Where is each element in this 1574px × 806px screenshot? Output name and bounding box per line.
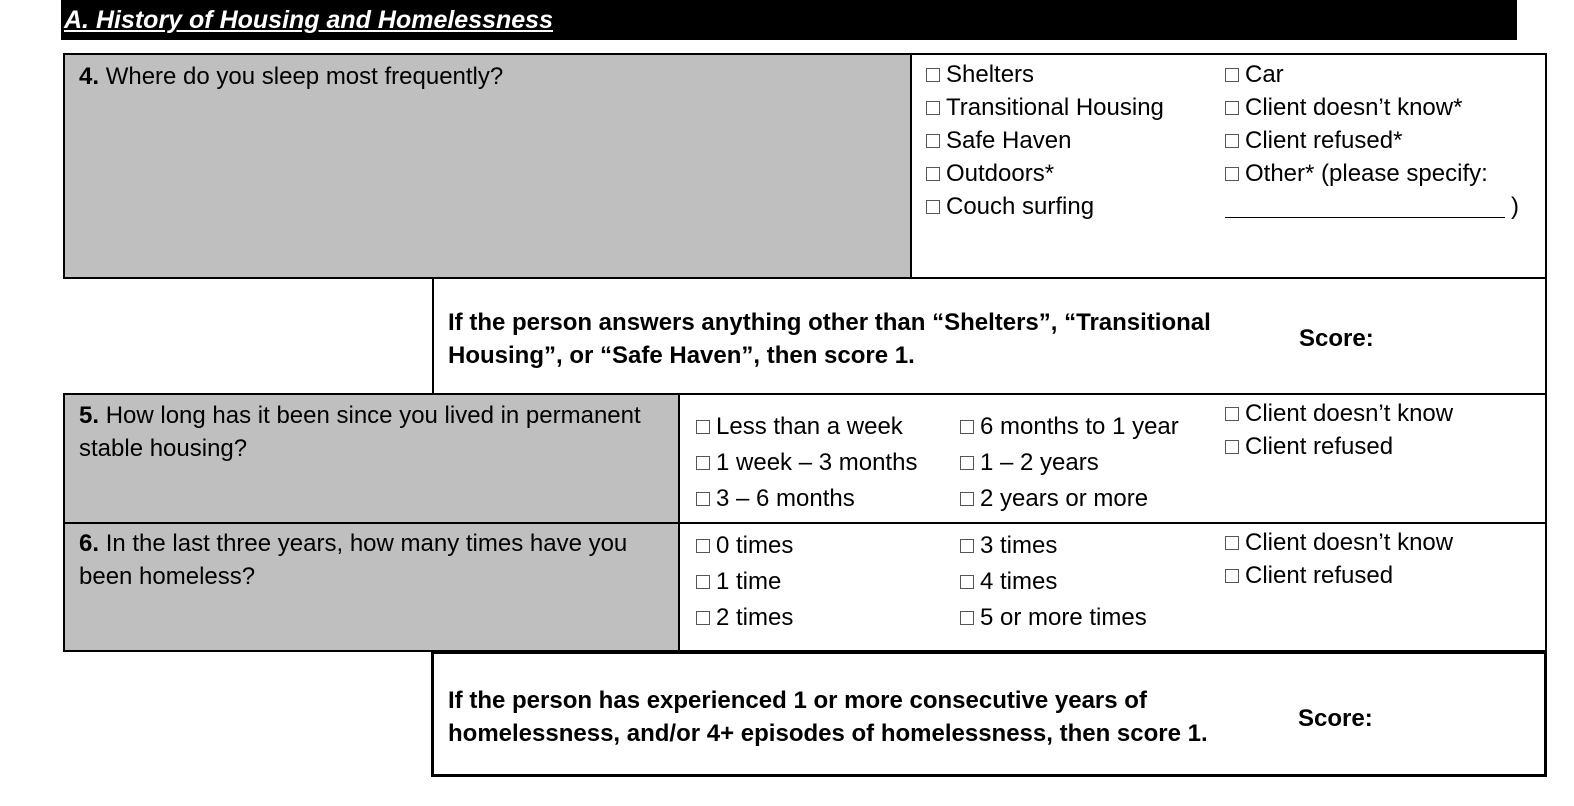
q5-option-client-refused[interactable]: Client refused (1225, 430, 1453, 463)
q4-option-client-doesnt-know[interactable]: Client doesn’t know* (1225, 91, 1519, 124)
checkbox-icon[interactable] (696, 492, 710, 506)
q5-question-cell (63, 393, 680, 524)
checkbox-icon[interactable] (926, 101, 940, 115)
q5-option-6months-1year[interactable]: 6 months to 1 year (960, 409, 1179, 445)
q6-options-col2 (960, 528, 1147, 636)
q4-option-other[interactable]: Other* (please specify: (1225, 157, 1519, 190)
checkbox-icon[interactable] (926, 167, 940, 181)
q4-option-outdoors[interactable]: Outdoors* (926, 157, 1164, 190)
q4-number: 4. (79, 63, 100, 90)
q4-other-specify-line[interactable]: ) (1225, 190, 1519, 223)
checkbox-icon[interactable] (696, 611, 710, 625)
q5-number: 5. (79, 402, 100, 429)
q6-option-client-doesnt-know[interactable]: Client doesn’t know (1225, 526, 1453, 559)
q5-options-col1 (696, 409, 917, 517)
score2-instruction: If the person has experienced 1 or more consecutive years of homelessness, and/or 4+ episodes of homelessness, then score 1. (448, 687, 1208, 747)
checkbox-icon[interactable] (1225, 101, 1239, 115)
score1-instruction-cell (432, 277, 1232, 395)
q6-option-5-or-more[interactable]: 5 or more times (960, 600, 1147, 636)
q4-option-couch-surfing[interactable]: Couch surfing (926, 190, 1164, 223)
q4-option-transitional-housing[interactable]: Transitional Housing (926, 91, 1164, 124)
q5-options-cell (678, 393, 1547, 524)
q6-options-col3 (1225, 526, 1453, 592)
q6-option-client-refused[interactable]: Client refused (1225, 559, 1453, 592)
checkbox-icon[interactable] (1225, 569, 1239, 583)
checkbox-icon[interactable] (926, 134, 940, 148)
q5-options-col3 (1225, 397, 1453, 463)
checkbox-icon[interactable] (960, 539, 974, 553)
checkbox-icon[interactable] (1225, 134, 1239, 148)
q4-option-safe-haven[interactable]: Safe Haven (926, 124, 1164, 157)
q5-question-text: 5. How long has it been since you lived in permanent stable housing? (79, 402, 641, 462)
q4-text: Where do you sleep most frequently? (105, 63, 504, 90)
q4-options-col2 (1225, 58, 1519, 223)
checkbox-icon[interactable] (960, 575, 974, 589)
q5-option-1-2-years[interactable]: 1 – 2 years (960, 445, 1179, 481)
checkbox-icon[interactable] (1225, 68, 1239, 82)
q6-option-1-time[interactable]: 1 time (696, 564, 793, 600)
q4-option-client-refused[interactable]: Client refused* (1225, 124, 1519, 157)
q5-option-2-years-more[interactable]: 2 years or more (960, 481, 1179, 517)
q6-option-2-times[interactable]: 2 times (696, 600, 793, 636)
score2-instruction-cell (431, 651, 1232, 777)
section-title: A. History of Housing and Homelessness (61, 0, 1517, 40)
q6-options-cell (678, 522, 1547, 652)
checkbox-icon[interactable] (696, 420, 710, 434)
checkbox-icon[interactable] (696, 539, 710, 553)
q6-option-4-times[interactable]: 4 times (960, 564, 1147, 600)
q4-options-col1 (926, 58, 1164, 223)
q4-question-cell (63, 53, 912, 279)
q5-option-1week-3months[interactable]: 1 week – 3 months (696, 445, 917, 481)
checkbox-icon[interactable] (696, 456, 710, 470)
q6-options-col1 (696, 528, 793, 636)
checkbox-icon[interactable] (960, 420, 974, 434)
score1-label: Score: (1299, 325, 1374, 352)
q5-option-3-6-months[interactable]: 3 – 6 months (696, 481, 917, 517)
checkbox-icon[interactable] (926, 200, 940, 214)
checkbox-icon[interactable] (926, 68, 940, 82)
q5-option-client-doesnt-know[interactable]: Client doesn’t know (1225, 397, 1453, 430)
q4-question-text (79, 60, 503, 93)
checkbox-icon[interactable] (696, 575, 710, 589)
q6-question-cell (63, 522, 680, 652)
score2-score-cell[interactable] (1232, 651, 1547, 777)
checkbox-icon[interactable] (960, 456, 974, 470)
q6-question-text: 6. In the last three years, how many times have you been homeless? (79, 530, 628, 590)
q6-option-3-times[interactable]: 3 times (960, 528, 1147, 564)
q6-option-0-times[interactable]: 0 times (696, 528, 793, 564)
q5-options-col2 (960, 409, 1179, 517)
q4-option-shelters[interactable]: Shelters (926, 58, 1164, 91)
checkbox-icon[interactable] (1225, 167, 1239, 181)
q4-options-cell (910, 53, 1547, 279)
score2-label: Score: (1298, 705, 1373, 732)
q4-option-car[interactable]: Car (1225, 58, 1519, 91)
score1-instruction: If the person answers anything other than “Shelters”, “Transitional Housing”, or “Safe Haven”, then score 1. (448, 309, 1211, 369)
checkbox-icon[interactable] (1225, 536, 1239, 550)
q5-option-less-than-week[interactable]: Less than a week (696, 409, 917, 445)
q6-number: 6. (79, 530, 100, 557)
checkbox-icon[interactable] (960, 492, 974, 506)
score1-score-cell[interactable] (1232, 277, 1547, 395)
checkbox-icon[interactable] (1225, 440, 1239, 454)
checkbox-icon[interactable] (960, 611, 974, 625)
checkbox-icon[interactable] (1225, 407, 1239, 421)
other-specify-input[interactable] (1225, 195, 1505, 218)
